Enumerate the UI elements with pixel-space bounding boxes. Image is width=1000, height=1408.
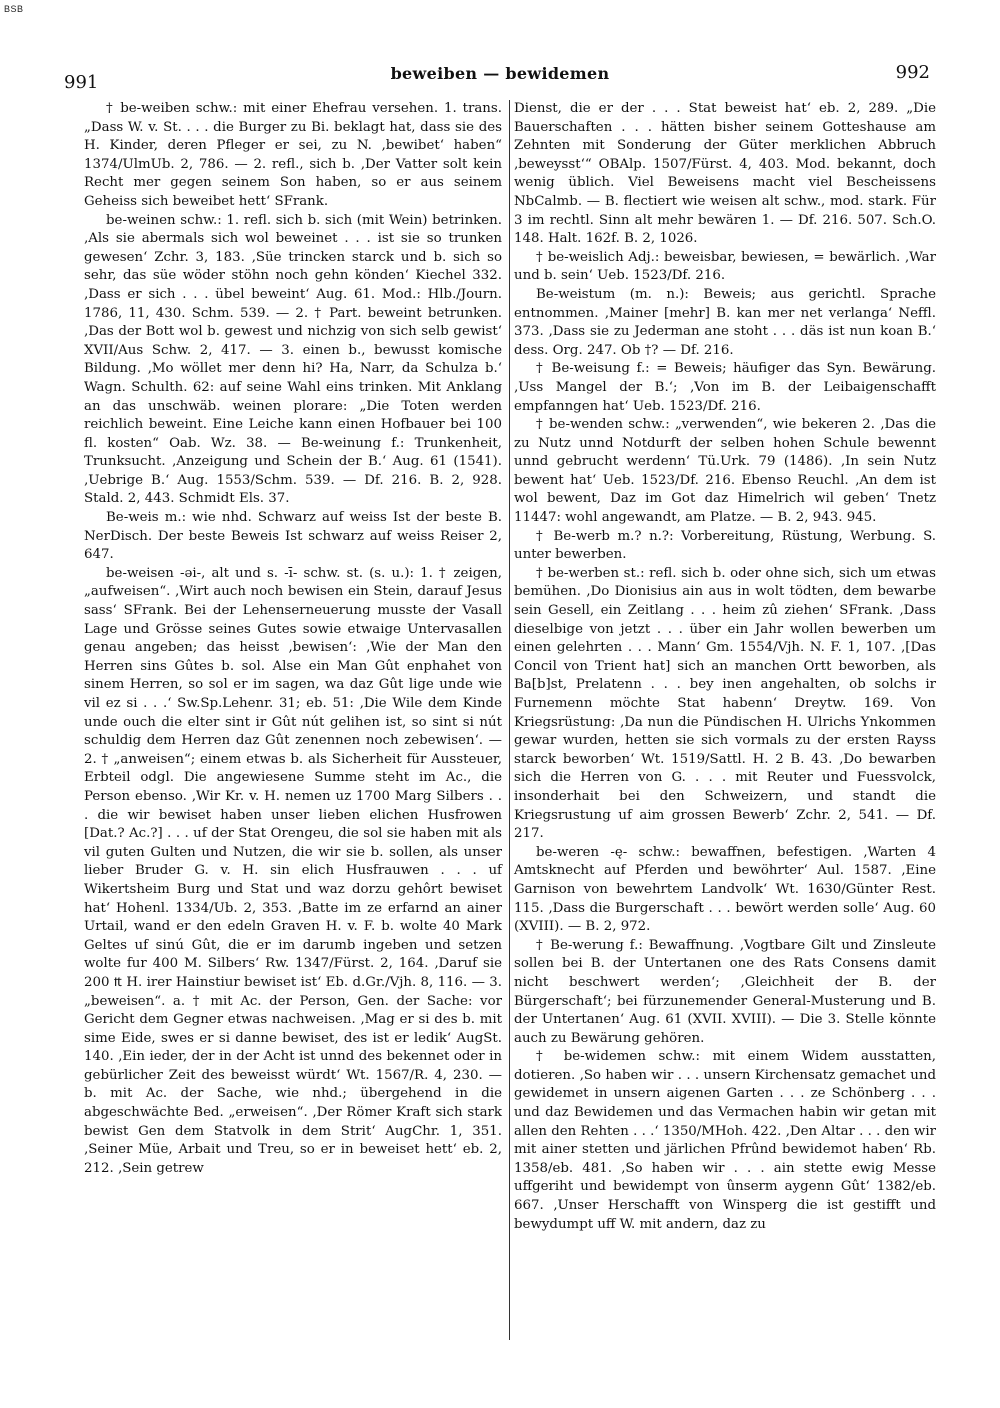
entry-beweiben: † be-weiben schw.: mit einer Ehefrau versehen. 1. trans. „Dass W. v. St. . . . die Burger zu Bi. beklagt hat, dass sie des H. Kinder, deren Pfleger er sei, zu N. ‚bewibet‘ haben“ 1374/UlmUb. 2, 786. — 2. refl., sich b. ‚Der Vatter solt kein Recht mer gegen seinem Son haben, so er aus seinem Geheiss sich beweibet hett‘ SFrank. <box>84 101 502 209</box>
left-column <box>84 100 502 1178</box>
entry-bewenden: † be-wenden schw.: „verwenden“, wie bekeren 2. ‚Das die zu Nutz unnd Notdurft der selben hohen Schule bewennt unnd gebrucht werdenn‘ Tü.Urk. 79 (1486). ‚In sein Nutz bewent hat‘ Ueb. 1523/Df. 216. Ebenso Reuchl. ‚An dem ist wol bewent, Daz im Got daz Himelrich wil geben‘ Tnetz 11447: wohl angewandt, am Platze. — B. 2, 943. 945. <box>514 417 936 526</box>
entry-beweislich: † be-weislich Adj.: beweisbar, bewiesen, = bewärlich. ‚War und b. sein‘ Ueb. 1523/Df. 216. <box>514 249 936 284</box>
library-stamp: BSB <box>4 4 24 14</box>
column-divider <box>509 100 510 1340</box>
entry-beweinen: be-weinen schw.: 1. refl. sich b. sich (mit Wein) betrinken. ‚Als sie abermals sich wol beweinet . . . ist sie so trunken gewesen‘ Zchr. 3, 183. ‚Süe trincken starck und b. sich so sehr, das süe wöder stöhn noch gehn könden‘ Kiechel 332. ‚Dass er sich . . . übel beweint‘ Aug. 61. Mod.: Hlb./Journ. 1786, 11, 430. Schm. 539. — 2. † Part. beweint betrunken. ‚Das der Bott wol b. gewest und nichzig von sich selb gewist‘ XVII/Aus Schw. 2, 417. — 3. einen b., bewusst komische Bildung. ‚Mo wöllet mer denn hi? Ha, Narr, da Schulza b.‘ Wagn. Schulth. 62: auf seine Wahl eins trinken. Mit Anklang an das unschwäb. weinen plorare: „Die Toten werden reichlich beweint. Eine Leiche kann einen Hofbauer bei 100 fl. kosten“ Oab. Wz. 38. — Be-weinung f.: Trunkenheit, Trunksucht. ‚Anzeigung und Schein der B.‘ Aug. 61 (1541). ‚Uebrige B.‘ Aug. 1553/Schm. 539. — Df. 216. B. 2, 928. Stald. 2, 443. Schmidt Els. 37. <box>84 212 502 507</box>
page-number-right: 992 <box>895 62 930 83</box>
right-column <box>514 100 936 1234</box>
entry-beweisung: † Be-weisung f.: = Beweis; häufiger das Syn. Bewärung. ‚Uss Mangel der B.‘; ‚Von im B. der Leibaigenschafft empfanngen hat‘ Ueb. 1523/Df. 216. <box>514 361 936 414</box>
entry-bewidemen: † be-widemen schw.: mit einem Widem ausstatten, dotieren. ‚So haben wir . . . unsern Kirchensatz gemachet und gewidemet in unsern aigenen Garten . . . ze Schönberg . . . und daz Bewidemen und das Vermachen habin wir getan mit allen den Rehten . . .‘ 1350/MHoh. 422. ‚Den Altar . . . den wir mit ainer stetten und järlichen Pfrûnd bewidemot haben‘ Rb. 1358/eb. 481. ‚So haben wir . . . ain stette ewig Messe uffgeriht und bewidempt von ûnserm aygenn Gût‘ 1382/eb. 667. ‚Unser Herschafft von Winsperg die ist gestifft und bewydumpt uff W. mit andern, daz zu <box>514 1049 936 1232</box>
entry-beweren: be-weren -ę- schw.: bewaffnen, befestigen. ‚Warten 4 Amtsknecht auf Pferden und bewöhrter‘ Aul. 1587. ‚Eine Garnison von bewehrtem Landvolk‘ Wt. 1630/Günter Rest. 115. ‚Dass die Burgerschaft . . . bewört werden solle‘ Aug. 60 (XVIII). — B. 2, 972. <box>514 844 936 935</box>
page-number-left: 991 <box>64 72 99 93</box>
entry-beweis: Be-weis m.: wie nhd. Schwarz auf weiss Ist der beste B. NerDisch. Der beste Beweis Ist schwarz auf weiss Reiser 2, 647. <box>84 510 502 563</box>
entry-bewerung: † Be-werung f.: Bewaffnung. ‚Vogtbare Gilt und Zinsleute sollen bei B. der Untertanen one des Rats Consens damit nicht beschwert werden‘; ‚Gleichheit der B. der Bürgerschaft‘; bei fürzunemender General-Musterung und B. der Untertanen‘ Aug. 61 (XVII. XVIII). — Die 3. Stelle könnte auch zu Bewärung gehören. <box>514 937 936 1046</box>
running-header: beweiben — bewidemen <box>390 64 610 83</box>
entry-beweisen-cont: Dienst, die er der . . . Stat beweist hat‘ eb. 2, 289. „Die Bauerschaften . . . hätten bisher seinem Gotteshause am Zehnten mit Sonderung der Güter merklichen Abbruch ‚beweysst‘“ OBAlp. 1507/Fürst. 4, 403. Mod. bekannt, doch wenig üblich. Viel Beweisens macht viel Bescheissens NbCalmb. — B. flectiert wie weisen alt schw., mod. stark. Für 3 im rechtl. Sinn alt mehr bewären 1. — Df. 216. 507. Sch.O. 148. Halt. 162f. B. 2, 1026. <box>514 101 936 247</box>
entry-beweistum: Be-weistum (m. n.): Beweis; aus gerichtl. Sprache entnommen. ‚Mainer [mehr] B. kan mer net verlanga‘ Neffl. 373. ‚Dass sie zu Jederman ane stoht . . . däs ist nun koan B.‘ dess. Org. 247. Ob †? — Df. 216. <box>514 286 936 358</box>
entry-beweisen: be-weisen -əi-, alt und s. -ī- schw. st. (s. u.): 1. † zeigen, „aufweisen“. ‚Wirt auch noch bewisen ein Stein, darauf Jesus sass‘ SFrank. Bei der Lehenserneuerung musste der Vasall Lage und Grösse seines Gutes sowie etwaige Untervasallen genau angeben; das heisst ‚bewisen‘: ‚Wie der Man den Herren sins Gûtes b. sol. Alse ein Man Gût enphahet von sinem Herren, so sol er im sagen, wa daz Gût lige unde wie vil ez si . . .‘ Sw.Sp.Lehenr. 31; eb. 51: ‚Die Wile dem Kinde unde ouch die elter sint ir Gût nút gelihen ist, so sint si nút schuldig dem Herren daz Gût zenennen noch zebewisen‘. — 2. † „anweisen“; einem etwas b. als Sicherheit für Aussteuer, Erbteil odgl. Die angewiesene Summe steht im Ac., die Person ebenso. ‚Wir Kr. v. H. nemen uz 1700 Marg Silbers . . . die wir bewiset haben unser lieben elichen Husfrowen [Dat.? Ac.?] . . . uf der Stat Orengeu, die sol sie haben mit als vil guten Gulten und Nutzen, die wir sie b. sollen, als unser lieber Bruder G. v. H. sin elich Husfrauwen . . . uf Wikertsheim Burg und Stat und waz dorzu gehôrt bewiset hat‘ Hohenl. 1334/Ub. 2, 353. ‚Batte im ze erfarnd an ainer Urtail, wand er den edeln Graven H. v. F. b. wolte 40 Mark Geltes uf sinú Gût, die er im darumb ingeben und setzen wolte fur 400 M. Silbers‘ Rw. 1347/Fürst. 2, 164. ‚Daruf sie 200 ₶ H. irer Hainstiur bewiset ist‘ Eb. d.Gr./Vjh. 8, 116. — 3. „beweisen“. a. † mit Ac. der Person, Gen. der Sache: vor Gericht dem Gegner etwas nachweisen. ‚Mag er si des b. mit sime Eide, swes er si danne bewiset, des ist er ledik‘ AugSt. 140. ‚Ein ieder, der in der Acht ist unnd des bekennet oder in gebürlicher Zeit des beweisst würdt‘ Wt. 1567/R. 4, 230. — b. mit Ac. der Sache, wie nhd.; übergehend in die abgeschwächte Bed. „erweisen“. ‚Der Römer Kraft sich stark bewist Gen dem Statvolk in dem Strit‘ AugChr. 1, 351. ‚Seiner Müe, Arbait und Treu, so er in beweiset hett‘ eb. 2, 212. ‚Sein getrew <box>84 565 502 1176</box>
entry-bewerben: † be-werben st.: refl. sich b. oder ohne sich, sich um etwas bemühen. ‚Do Dionisius ain aus in wolt tödten, dem bewarbe sein Gesell, ein Zeitlang . . . heim zû ziehen‘ SFrank. ‚Dass dieselbige von jetzt . . . über ein Jahr wollen bewerben um einen gelehrten . . . Mann‘ Gm. 1554/Vjh. N. F. 1, 107. ‚[Das Concil von Trient hat] sich an manchen Ortt beworben, als Ba[b]st, Prelatenn . . . bey inen angehalten, ob solchs ir Furnemenn möchte Stat habenn‘ Dreytw. 169. Von Kriegsrüstung: ‚Da nun die Pündischen H. Ulrichs Ynkommen gewar wurden, hetten sie sich vormals zu der ersten Rayss starck beworben‘ Wt. 1519/Sattl. H. 2 B. 43. ‚Do bewarben sich die Herren von G. . . . mit Reuter und Fuessvolck, insonderhait bei den Schweizern, und standt die Kriegsrustung uf aim grossen Bewerb‘ Zchr. 2, 541. — Df. 217. <box>514 565 936 842</box>
entry-bewerb: † Be-werb m.? n.?: Vorbereitung, Rüstung, Werbung. S. unter bewerben. <box>514 528 936 563</box>
